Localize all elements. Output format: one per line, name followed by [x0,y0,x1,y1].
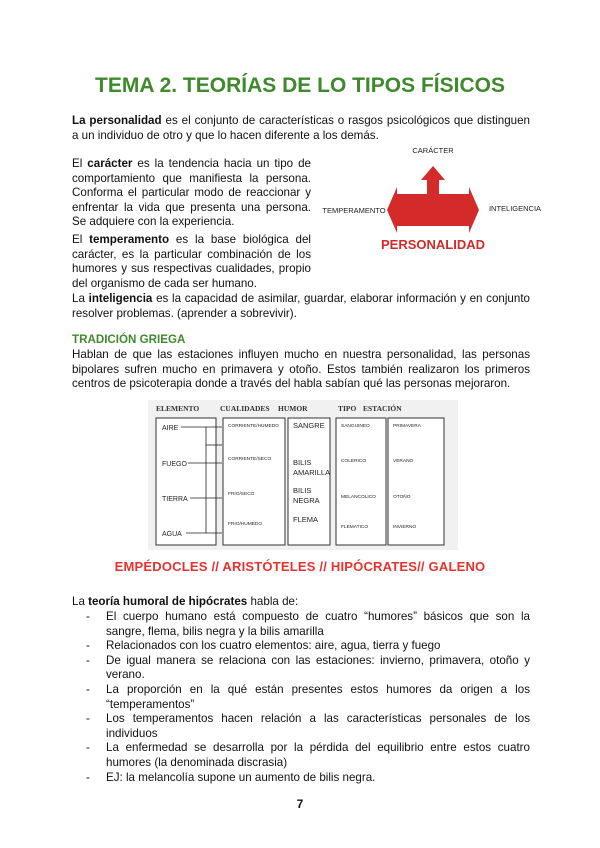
humor-flema: FLEMA [293,515,319,524]
quality-tierra: FRIO/SECO [228,492,255,497]
type-colerico: COLERICO [341,459,367,464]
element-tierra: TIERRA [162,496,188,503]
list-dash: - [86,741,90,755]
diagram-label-inteligencia: INTELIGENCIA [488,204,542,213]
list-dash: - [86,639,90,653]
type-sanguineo: SANGUINEO [341,424,370,429]
element-agua: AGUA [162,531,182,538]
list-item-text: La proporción en la qué están presentes estos humores da origen a los “temperamentos” [106,682,530,711]
element-fuego: FUEGO [162,461,187,468]
tradicion-paragraph: Hablan de que las estaciones influyen mucho en nuestra personalidad, las personas bipolares sufren mucho en primavera y otoño. Estos también realizaron los primeros centros de psicoterapia donde a través del habla sabían qué las personas mejoraron. [72,348,530,391]
list-item [86,654,530,683]
diagram-label-caracter: CARÁCTER [412,146,454,155]
humoral-term: teoría humoral de hipócrates [88,595,248,608]
element-aire: AIRE [162,425,179,432]
humoral-intro-prefix: La [72,595,89,608]
temperamento-paragraph [72,233,311,291]
quality-aire: CORRIENTE/HUMEDO [228,424,279,429]
list-dash: - [86,653,90,667]
list-item-text: Relacionados con los cuatro elementos: aire, agua, tierra y fuego [106,639,441,653]
list-dash: - [86,770,90,784]
list-item-text: La enfermedad se desarrolla por la pérdida del equilibrio entre estos cuatro humores (la denominada discrasia) [106,741,530,769]
diagram-arrow-shape [387,166,479,233]
caracter-paragraph [72,157,311,230]
personalidad-term: La personalidad [72,114,162,127]
season-otono: OTOÑO [393,495,411,500]
type-flematico: FLEMATICO [341,525,369,530]
humoral-list [86,610,530,785]
humor-negra: NEGRA [293,496,320,505]
diagram-label-personalidad: PERSONALIDAD [380,237,486,252]
humor-amarilla: AMARILLA [293,468,331,477]
season-verano: VERANO [393,459,414,464]
personalidad-definition: es el conjunto de características o rasgos psicológicos que distinguen a un individuo de otro y que lo hacen diferente a los demás. [72,114,531,142]
list-dash: - [86,712,90,726]
header-estacion: ESTACIÓN [363,404,402,413]
humor-sangre: SANGRE [293,421,325,430]
humor-bilis-1: BILIS [293,458,312,467]
list-item [86,741,530,770]
humor-bilis-2: BILIS [293,486,312,495]
list-item [86,639,530,654]
list-item-text: Los temperamentos hacen relación a las características personales de los individuos [106,712,530,740]
personalidad-paragraph-line1 [72,114,530,143]
list-item [86,610,530,639]
list-item [86,683,530,712]
page-number: 7 [296,797,304,811]
inteligencia-definition: es la capacidad de asimilar, guardar, elaborar información y en conjunto resolver problemas. (aprender a sobrevivir). [72,292,530,320]
humors-table [148,400,458,550]
caracter-term: carácter [87,157,133,170]
temperamento-prefix: El [72,233,90,246]
page-title: TEMA 2. TEORÍAS DE LO TIPOS FÍSICOS [95,74,505,97]
inteligencia-term: inteligencia [88,292,153,305]
temperamento-definition: es la base biológica del carácter, es la particular combinación de los humores y sus respectivas cualidades, propio del organismo de cada ser humano. [72,233,312,290]
caracter-definition: es la tendencia hacia un tipo de comportamiento que manifiesta la persona. Conforma el particular modo de reaccionar y enfrentar la vida que presenta una persona. Se adquiere con la experiencia. [72,157,311,229]
personality-diagram [318,140,548,260]
diagram-label-temperamento: TEMPERAMENTO [322,206,386,215]
humors-table-graphic [148,400,458,550]
authors-caption: EMPÉDOCLES // ARISTÓTELES // HIPÓCRATES// GALENO [114,559,486,574]
season-invierno: INVIERNO [393,525,417,530]
list-item-text: EJ: la melancolía supone un aumento de bilis negra. [106,770,376,784]
season-primavera: PRIMAVERA [393,424,421,429]
humoral-intro-suffix: habla de: [247,595,299,608]
list-item-text: El cuerpo humano está compuesto de cuatro “humores” básicos que son la sangre, flema, bilis negra y la bilis amarilla [106,610,530,638]
humoral-intro [72,595,530,610]
temperamento-term: temperamento [89,233,170,246]
section-heading-tradicion: TRADICIÓN GRIEGA [72,333,186,346]
list-item [86,771,530,786]
list-dash: - [86,682,90,696]
caracter-prefix: El [72,157,88,170]
inteligencia-paragraph [72,292,530,321]
inteligencia-prefix: La [72,292,89,305]
list-item-text: De igual manera se relaciona con las estaciones: invierno, primavera, otoño y verano. [106,653,530,682]
list-item [86,712,530,741]
type-melancolico: MELANCOLICO [341,495,376,500]
quality-fuego: CORRIENTE/SECO [228,457,272,462]
header-cualidades: CUALIDADES [220,404,270,413]
list-dash: - [86,610,90,623]
header-tipo: TIPO [338,404,357,413]
quality-agua: FRIO/HUMEDO [228,522,263,527]
header-humor: HUMOR [278,404,308,413]
header-elemento: ELEMENTO [156,404,200,413]
